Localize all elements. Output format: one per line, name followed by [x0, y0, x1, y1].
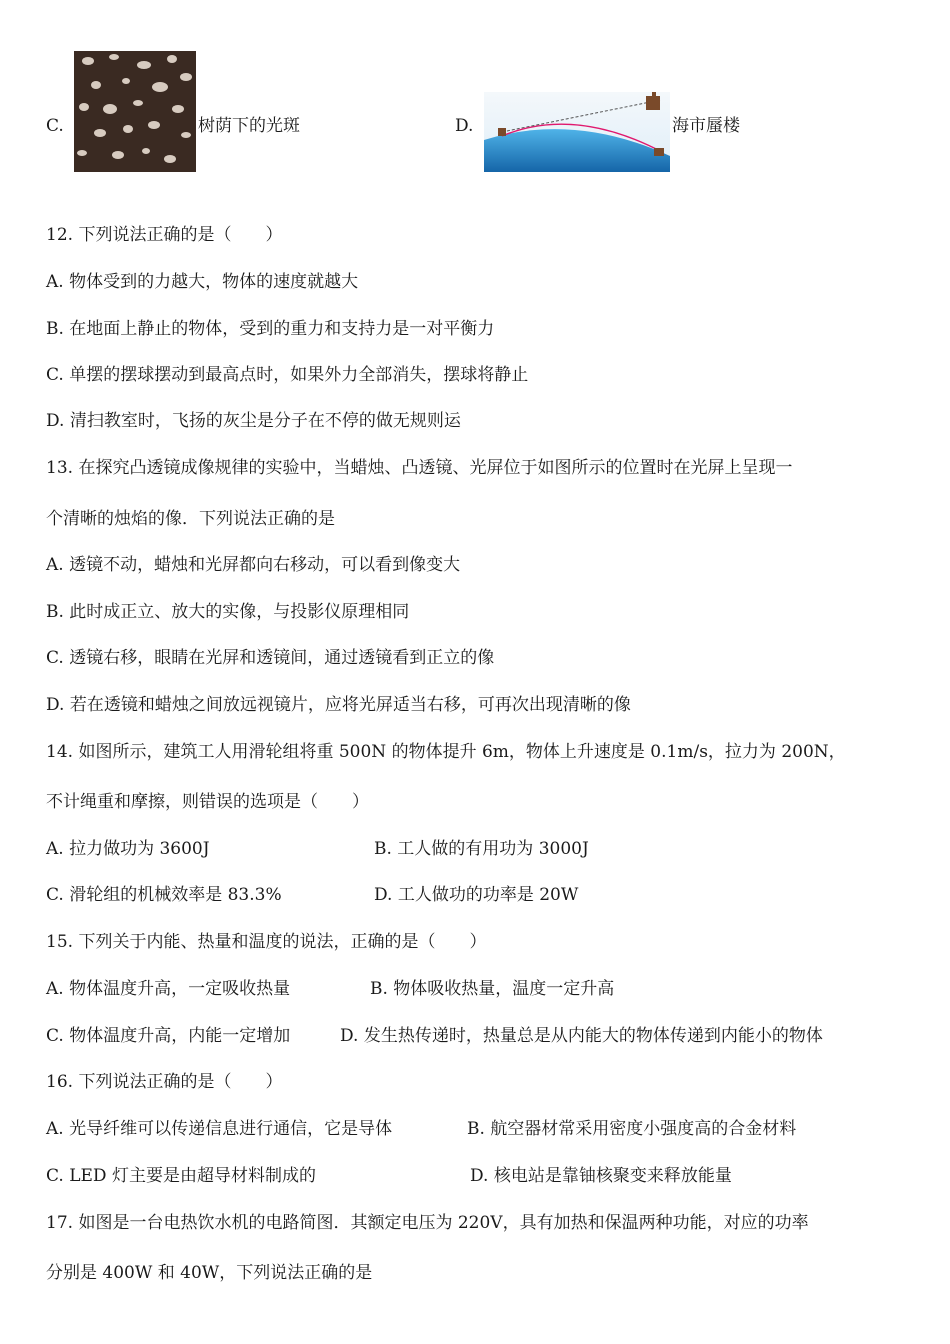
option-d-caption: 海市蜃楼 [672, 116, 740, 136]
q13-stem-line2: 个清晰的烛焰的像．下列说法正确的是 [46, 509, 335, 529]
q17-stem-line1: 17. 如图是一台电热饮水机的电路简图．其额定电压为 220V，具有加热和保温两种功能，对应的功率 [46, 1213, 809, 1233]
q15-option-a: A. 物体温度升高，一定吸收热量 [46, 979, 291, 999]
q15-option-d: D. 发生热传递时，热量总是从内能大的物体传递到内能小的物体 [340, 1026, 823, 1046]
option-c-caption: 树荫下的光斑 [198, 116, 300, 136]
q12-option-c: C. 单摆的摆球摆动到最高点时，如果外力全部消失，摆球将静止 [46, 365, 529, 385]
q13-stem-line1: 13. 在探究凸透镜成像规律的实验中，当蜡烛、凸透镜、光屏位于如图所示的位置时在光屏上呈现一 [46, 458, 793, 478]
tree-shade-light-spots-image [74, 51, 196, 172]
q15-option-c: C. 物体温度升高，内能一定增加 [46, 1026, 291, 1046]
q14-option-c: C. 滑轮组的机械效率是 83.3% [46, 885, 282, 905]
q14-option-d: D. 工人做功的功率是 20W [374, 885, 579, 905]
option-d-label: D. [455, 116, 474, 136]
q15-option-b: B. 物体吸收热量，温度一定升高 [370, 979, 615, 999]
q15-stem: 15. 下列关于内能、热量和温度的说法，正确的是（ ） [46, 932, 487, 952]
q14-stem-line1: 14. 如图所示，建筑工人用滑轮组将重 500N 的物体提升 6m，物体上升速度是 0.1m/s，拉力为 200N， [46, 742, 846, 762]
q13-option-c: C. 透镜右移，眼睛在光屏和透镜间，通过透镜看到正立的像 [46, 648, 495, 668]
q16-option-c: C. LED 灯主要是由超导材料制成的 [46, 1166, 316, 1186]
q16-option-d: D. 核电站是靠铀核聚变来释放能量 [470, 1166, 732, 1186]
q14-option-b: B. 工人做的有用功为 3000J [374, 839, 589, 859]
q12-option-b: B. 在地面上静止的物体，受到的重力和支持力是一对平衡力 [46, 319, 495, 339]
q13-option-a: A. 透镜不动，蜡烛和光屏都向右移动，可以看到像变大 [46, 555, 461, 575]
q16-option-b: B. 航空器材常采用密度小强度高的合金材料 [467, 1119, 797, 1139]
q12-stem: 12. 下列说法正确的是（ ） [46, 225, 283, 245]
q16-stem: 16. 下列说法正确的是（ ） [46, 1072, 283, 1092]
option-c-label: C. [46, 116, 64, 136]
q14-stem-line2: 不计绳重和摩擦，则错误的选项是（ ） [46, 792, 369, 812]
q17-stem-line2: 分别是 400W 和 40W，下列说法正确的是 [46, 1263, 373, 1283]
q16-option-a: A. 光导纤维可以传递信息进行通信，它是导体 [46, 1119, 393, 1139]
q12-option-a: A. 物体受到的力越大，物体的速度就越大 [46, 272, 359, 292]
q13-option-d: D. 若在透镜和蜡烛之间放远视镜片，应将光屏适当右移，可再次出现清晰的像 [46, 695, 631, 715]
mirage-image [484, 92, 670, 172]
q13-option-b: B. 此时成正立、放大的实像，与投影仪原理相同 [46, 602, 410, 622]
q14-option-a: A. 拉力做功为 3600J [46, 839, 210, 859]
q12-option-d: D. 清扫教室时，飞扬的灰尘是分子在不停的做无规则运 [46, 411, 461, 431]
